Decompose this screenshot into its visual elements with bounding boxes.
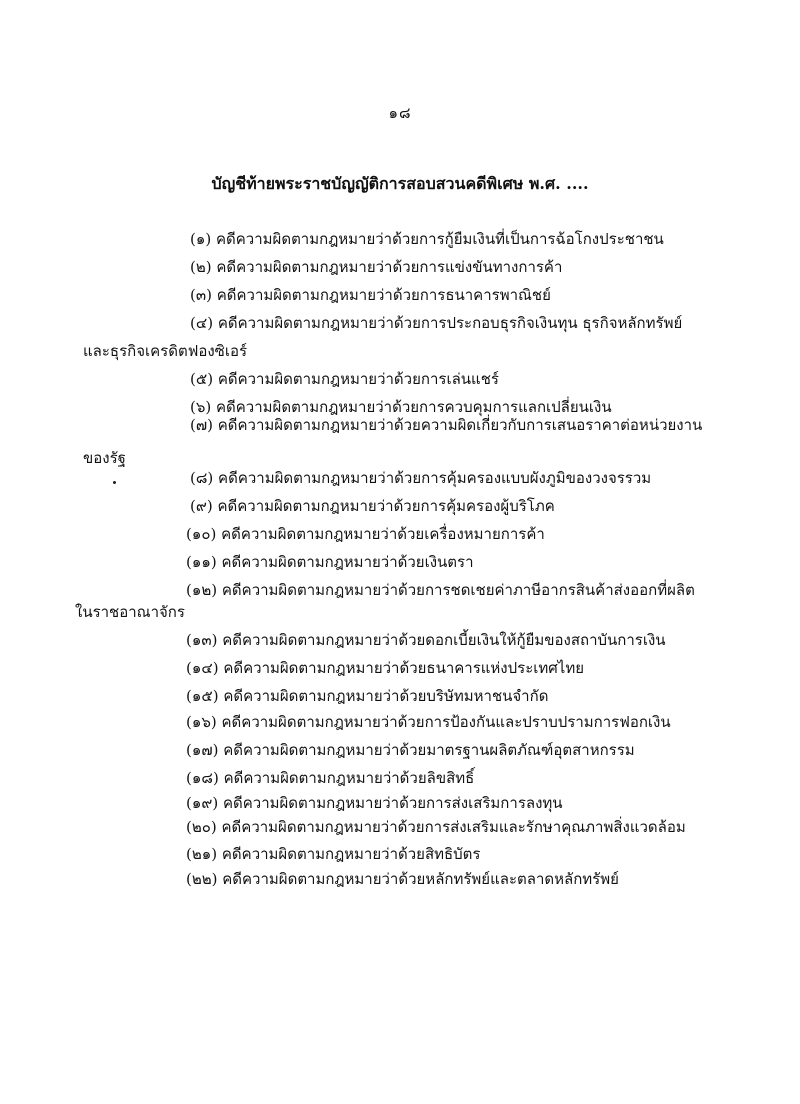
list-item-19: (๑๙) คดีความผิดตามกฎหมายว่าด้วยการส่งเสริมการลงทุน — [186, 794, 563, 812]
list-item-13: (๑๓) คดีความผิดตามกฎหมายว่าด้วยดอกเบี้ยเงินให้กู้ยืมของสถาบันการเงิน — [186, 631, 666, 649]
list-item-10: (๑๐) คดีความผิดตามกฎหมายว่าด้วยเครื่องหมายการค้า — [186, 525, 545, 543]
document-title: บัญชีท้ายพระราชบัญญัติการสอบสวนคดีพิเศษ พ.ศ. .... — [211, 174, 589, 193]
list-item-3: (๓) คดีความผิดตามกฎหมายว่าด้วยการธนาคารพาณิชย์ — [190, 286, 551, 304]
list-item-7-continuation: ของรัฐ — [83, 449, 126, 467]
list-item-8: (๘) คดีความผิดตามกฎหมายว่าด้วยการคุ้มครองแบบผังภูมิของวงจรรวม — [190, 469, 652, 487]
list-item-21: (๒๑) คดีความผิดตามกฎหมายว่าด้วยสิทธิบัตร — [186, 845, 481, 863]
list-item-9: (๙) คดีความผิดตามกฎหมายว่าด้วยการคุ้มครองผู้บริโภค — [190, 497, 555, 515]
list-item-7: (๗) คดีความผิดตามกฎหมายว่าด้วยความผิดเกี่ยวกับการเสนอราคาต่อหน่วยงาน — [190, 416, 703, 434]
list-item-11: (๑๑) คดีความผิดตามกฎหมายว่าด้วยเงินตรา — [186, 553, 474, 571]
list-item-12: (๑๒) คดีความผิดตามกฎหมายว่าด้วยการชดเชยค่าภาษีอากรสินค้าส่งออกที่ผลิต — [186, 581, 695, 599]
page-number: ๑๘ — [388, 104, 412, 122]
list-item-15: (๑๕) คดีความผิดตามกฎหมายว่าด้วยบริษัทมหาชนจำกัด — [186, 687, 549, 705]
list-item-5: (๕) คดีความผิดตามกฎหมายว่าด้วยการเล่นแชร์ — [190, 370, 499, 388]
list-item-12-continuation: ในราชอาณาจักร — [75, 603, 185, 621]
list-item-16: (๑๖) คดีความผิดตามกฎหมายว่าด้วยการป้องกันและปราบปรามการฟอกเงิน — [186, 713, 671, 731]
list-item-17: (๑๗) คดีความผิดตามกฎหมายว่าด้วยมาตรฐานผลิตภัณฑ์อุตสาหกรรม — [186, 741, 635, 759]
list-item-22: (๒๒) คดีความผิดตามกฎหมายว่าด้วยหลักทรัพย์และตลาดหลักทรัพย์ — [186, 870, 619, 888]
list-item-18: (๑๘) คดีความผิดตามกฎหมายว่าด้วยลิขสิทธิ์ — [186, 769, 475, 787]
list-item-14: (๑๔) คดีความผิดตามกฎหมายว่าด้วยธนาคารแห่งประเทศไทย — [186, 659, 585, 677]
list-item-2: (๒) คดีความผิดตามกฎหมายว่าด้วยการแข่งขันทางการค้า — [190, 258, 563, 276]
list-item-4: (๔) คดีความผิดตามกฎหมายว่าด้วยการประกอบธุรกิจเงินทุน ธุรกิจหลักทรัพย์ — [190, 314, 683, 332]
list-item-6: (๖) คดีความผิดตามกฎหมายว่าด้วยการควบคุมการแลกเปลี่ยนเงิน — [190, 398, 612, 416]
list-item-20: (๒๐) คดีความผิดตามกฎหมายว่าด้วยการส่งเสริมและรักษาคุณภาพสิ่งแวดล้อม — [186, 818, 686, 836]
stray-mark — [113, 481, 116, 484]
list-item-1: (๑) คดีความผิดตามกฎหมายว่าด้วยการกู้ยืมเงินที่เป็นการฉ้อโกงประชาชน — [190, 230, 664, 248]
list-item-4-continuation: และธุรกิจเครดิตฟองซิเอร์ — [83, 342, 248, 360]
